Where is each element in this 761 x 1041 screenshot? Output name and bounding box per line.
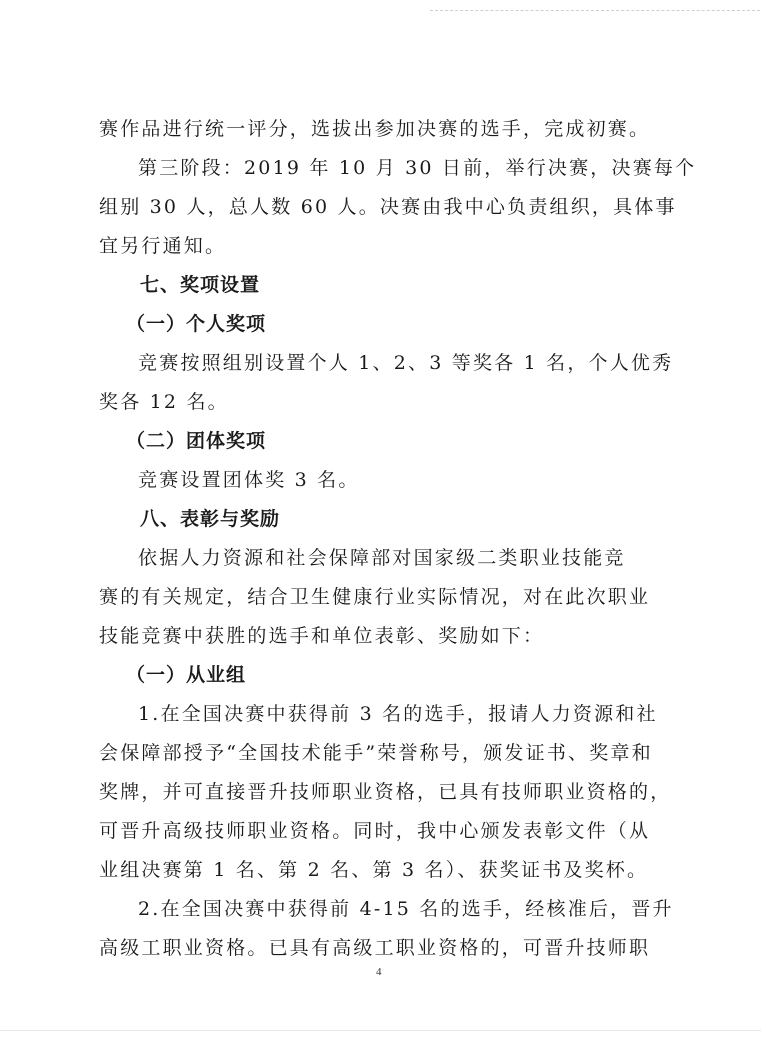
- body-line: 1.在全国决赛中获得前 3 名的选手，报请人力资源和社: [138, 703, 658, 725]
- body-line: 奖各 12 名。: [99, 391, 229, 413]
- body-line: 第三阶段：2019 年 10 月 30 日前，举行决赛，决赛每个: [138, 157, 697, 179]
- page-number: 4: [376, 966, 382, 978]
- section-heading: 八、表彰与奖励: [140, 508, 281, 530]
- body-line: 赛作品进行统一评分，选拔出参加决赛的选手，完成初赛。: [99, 118, 651, 140]
- body-line: 依据人力资源和社会保障部对国家级二类职业技能竞: [138, 547, 626, 569]
- body-line: 可晋升高级技师职业资格。同时，我中心颁发表彰文件（从: [99, 820, 651, 842]
- body-line: 高级工职业资格。已具有高级工职业资格的，可晋升技师职: [99, 937, 651, 959]
- body-line: 宜另行通知。: [99, 235, 227, 257]
- body-line: 会保障部授予“全国技术能手”荣誉称号，颁发证书、奖章和: [99, 742, 653, 764]
- body-line: 竞赛按照组别设置个人 1、2、3 等奖各 1 名，个人优秀: [138, 352, 674, 374]
- scan-edge-line: [0, 1030, 761, 1031]
- body-line: 组别 30 人，总人数 60 人。决赛由我中心负责组织，具体事: [99, 196, 677, 218]
- scan-edge-mark: [430, 10, 760, 12]
- body-line: 2.在全国决赛中获得前 4-15 名的选手，经核准后，晋升: [138, 898, 674, 920]
- subsection-heading: （二）团体奖项: [126, 430, 267, 452]
- body-line: 技能竞赛中获胜的选手和单位表彰、奖励如下：: [99, 625, 545, 647]
- body-line: 竞赛设置团体奖 3 名。: [138, 469, 360, 491]
- body-line: 业组决赛第 1 名、第 2 名、第 3 名）、获奖证书及奖杯。: [99, 859, 649, 881]
- section-heading: 七、奖项设置: [140, 274, 261, 296]
- body-line: 奖牌，并可直接晋升技师职业资格，已具有技师职业资格的，: [99, 781, 672, 803]
- subsection-heading: （一）从业组: [126, 664, 247, 686]
- body-line: 赛的有关规定，结合卫生健康行业实际情况，对在此次职业: [99, 586, 651, 608]
- subsection-heading: （一）个人奖项: [126, 313, 267, 335]
